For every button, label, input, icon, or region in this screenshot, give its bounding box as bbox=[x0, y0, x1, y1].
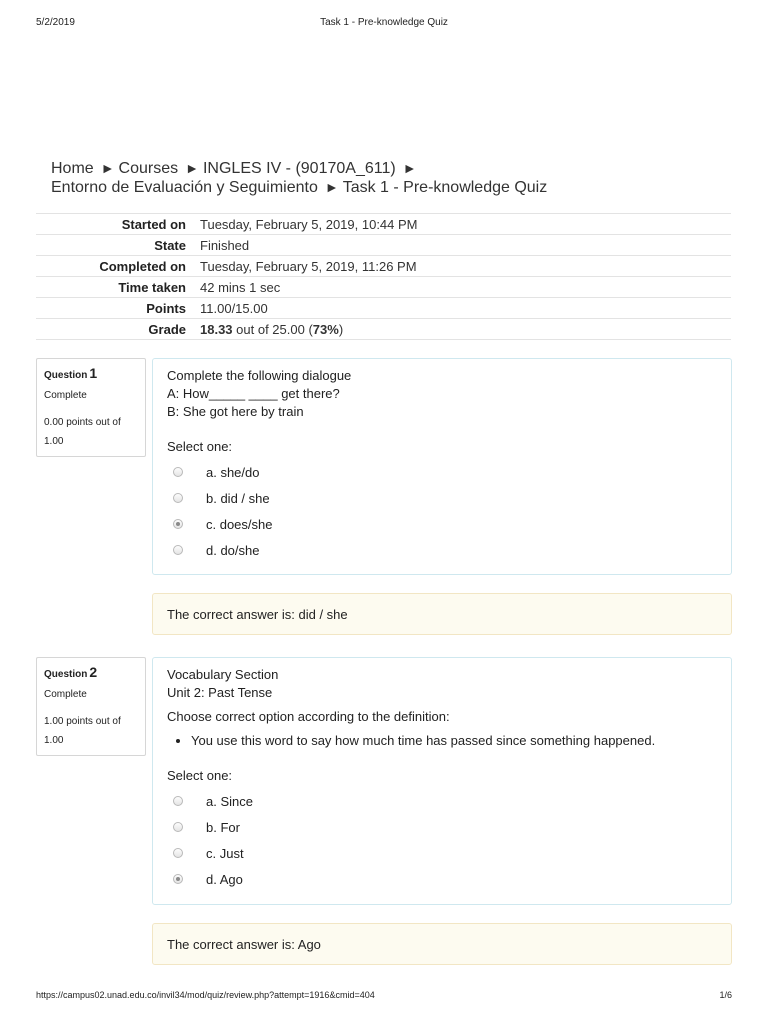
grade-label: Grade bbox=[36, 319, 200, 340]
question-text-line: A: How_____ ____ get there? bbox=[167, 386, 340, 401]
question-number: 1 bbox=[89, 365, 98, 381]
answer-option-d[interactable] bbox=[167, 537, 717, 563]
grade-out-of: out of 25.00 ( bbox=[232, 321, 313, 337]
breadcrumb-separator: ► bbox=[402, 160, 417, 176]
points-label: Points bbox=[36, 298, 200, 319]
question-info-2 bbox=[36, 657, 146, 756]
grade-value bbox=[200, 319, 731, 340]
question-content-2 bbox=[152, 657, 732, 905]
answer-option-c[interactable] bbox=[167, 511, 717, 537]
print-header bbox=[36, 17, 732, 31]
question-number: 2 bbox=[89, 664, 98, 680]
breadcrumb bbox=[51, 159, 691, 197]
answer-options bbox=[167, 788, 717, 892]
print-title: Task 1 - Pre-knowledge Quiz bbox=[320, 17, 448, 28]
summary-row-time bbox=[36, 277, 731, 298]
summary-row-grade bbox=[36, 319, 731, 340]
question-content-1 bbox=[152, 358, 732, 575]
breadcrumb-courses[interactable]: Courses bbox=[118, 160, 179, 177]
grade-percent: 73% bbox=[312, 321, 339, 337]
answer-option-d[interactable] bbox=[167, 866, 717, 892]
summary-row-points bbox=[36, 298, 731, 319]
grade-score: 18.33 bbox=[200, 321, 233, 337]
radio-button-selected[interactable] bbox=[173, 874, 183, 884]
answer-option-label: d. Ago bbox=[206, 871, 243, 887]
radio-button[interactable] bbox=[173, 822, 183, 832]
select-one-label: Select one: bbox=[167, 768, 233, 783]
print-footer bbox=[36, 990, 732, 1004]
answer-option-a[interactable] bbox=[167, 459, 717, 485]
summary-row-state bbox=[36, 235, 731, 256]
completed-on-label: Completed on bbox=[36, 256, 200, 277]
breadcrumb-quiz[interactable]: Task 1 - Pre-knowledge Quiz bbox=[342, 179, 548, 196]
answer-option-label: a. she/do bbox=[206, 464, 260, 480]
radio-button[interactable] bbox=[173, 467, 183, 477]
attempt-summary-table bbox=[36, 213, 731, 340]
started-on-value: Tuesday, February 5, 2019, 10:44 PM bbox=[200, 214, 731, 235]
question-state: Complete bbox=[44, 390, 87, 401]
state-value: Finished bbox=[200, 235, 731, 256]
breadcrumb-home[interactable]: Home bbox=[51, 160, 94, 177]
answer-option-b[interactable] bbox=[167, 814, 717, 840]
radio-button[interactable] bbox=[173, 493, 183, 503]
time-taken-label: Time taken bbox=[36, 277, 200, 298]
definition-list bbox=[167, 732, 717, 750]
question-info-1 bbox=[36, 358, 146, 457]
correct-answer-text: The correct answer is: Ago bbox=[167, 936, 321, 952]
question-text-line: Vocabulary Section bbox=[167, 667, 279, 682]
completed-on-value: Tuesday, February 5, 2019, 11:26 PM bbox=[200, 256, 731, 277]
answer-option-label: b. did / she bbox=[206, 490, 270, 506]
question-text-line: Unit 2: Past Tense bbox=[167, 685, 273, 700]
started-on-label: Started on bbox=[36, 214, 200, 235]
question-text bbox=[167, 666, 717, 702]
breadcrumb-separator: ► bbox=[100, 160, 115, 176]
print-url: https://campus02.unad.edu.co/invil34/mod/quiz/review.php?attempt=1916&cmid=404 bbox=[36, 990, 375, 1000]
answer-option-label: d. do/she bbox=[206, 542, 260, 558]
question-grade: 0.00 points out of 1.00 bbox=[44, 417, 121, 447]
answer-option-a[interactable] bbox=[167, 788, 717, 814]
grade-close: ) bbox=[338, 321, 344, 337]
question-text bbox=[167, 367, 717, 421]
breadcrumb-course[interactable]: INGLES IV - (90170A_611) bbox=[202, 160, 396, 177]
points-value: 11.00/15.00 bbox=[200, 298, 731, 319]
answer-option-label: a. Since bbox=[206, 793, 253, 809]
radio-button[interactable] bbox=[173, 545, 183, 555]
breadcrumb-section[interactable]: Entorno de Evaluación y Seguimiento bbox=[51, 179, 318, 196]
state-label: State bbox=[36, 235, 200, 256]
question-label: Question bbox=[44, 370, 88, 381]
print-page-number: 1/6 bbox=[719, 990, 732, 1000]
radio-button[interactable] bbox=[173, 848, 183, 858]
correct-answer-feedback-2 bbox=[152, 923, 732, 965]
select-one-label: Select one: bbox=[167, 439, 233, 454]
question-label: Question bbox=[44, 669, 88, 680]
breadcrumb-separator: ► bbox=[185, 160, 199, 176]
definition-item: • You use this word to say how much time has passed since something happened. bbox=[191, 732, 717, 750]
correct-answer-feedback-1 bbox=[152, 593, 732, 635]
radio-button[interactable] bbox=[173, 796, 183, 806]
summary-row-started bbox=[36, 214, 731, 235]
correct-answer-text: The correct answer is: did / she bbox=[167, 606, 348, 622]
time-taken-value: 42 mins 1 sec bbox=[200, 277, 731, 298]
summary-row-completed bbox=[36, 256, 731, 277]
answer-option-label: c. Just bbox=[206, 845, 244, 861]
answer-options bbox=[167, 459, 717, 563]
answer-option-label: c. does/she bbox=[206, 516, 273, 532]
question-text-line: Complete the following dialogue bbox=[167, 368, 352, 383]
answer-option-b[interactable] bbox=[167, 485, 717, 511]
answer-option-c[interactable] bbox=[167, 840, 717, 866]
question-text-line: B: She got here by train bbox=[167, 404, 304, 419]
question-grade: 1.00 points out of 1.00 bbox=[44, 716, 121, 746]
radio-button-selected[interactable] bbox=[173, 519, 183, 529]
question-instruction: Choose correct option according to the definition: bbox=[167, 709, 450, 724]
print-date: 5/2/2019 bbox=[36, 17, 75, 28]
question-state: Complete bbox=[44, 689, 87, 700]
breadcrumb-separator: ► bbox=[324, 179, 339, 195]
answer-option-label: b. For bbox=[206, 819, 240, 835]
